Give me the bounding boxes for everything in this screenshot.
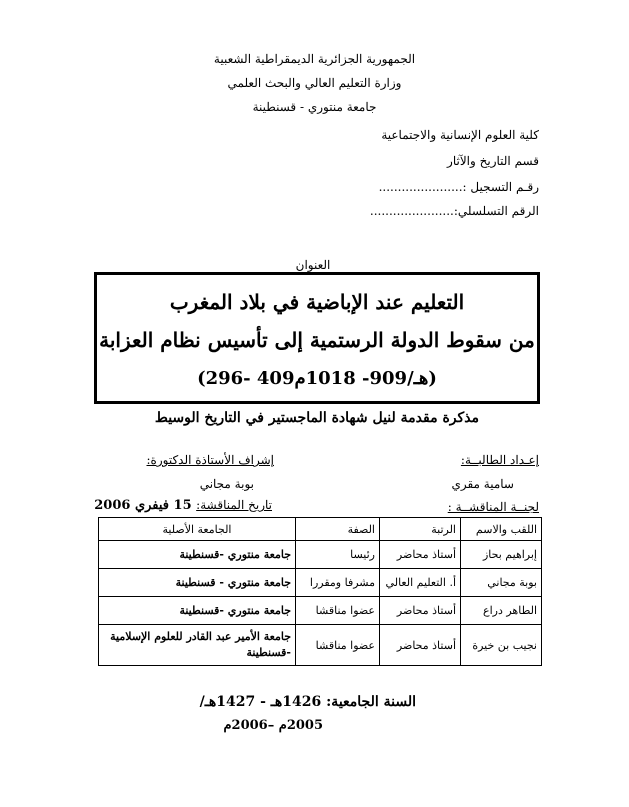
serial-dots: ......................	[369, 204, 454, 218]
title-line-3: (296- 409هـ/909- 1018م)	[197, 368, 437, 389]
title-label: العنوان	[295, 258, 331, 272]
jury-rank: أستاذ محاضر	[380, 597, 461, 625]
jury-university: جامعة منتوري -قسنطينة	[99, 597, 296, 625]
col-name-header: اللقب والاسم	[461, 518, 542, 541]
table-row	[99, 569, 542, 597]
registration-dots: ......................	[378, 180, 463, 194]
col-role-header: الصفة	[296, 518, 380, 541]
jury-rank: أستاذ محاضر	[380, 625, 461, 666]
jury-role: مشرفا ومقررا	[296, 569, 380, 597]
title-line-2: من سقوط الدولة الرستمية إلى تأسيس نظام العزابة	[99, 328, 535, 352]
registration-line	[379, 180, 539, 194]
college-line: كلية العلوم الإنسانية والاجتماعية	[381, 128, 539, 142]
jury-header-row	[99, 518, 542, 541]
jury-name: نجيب بن خيرة	[461, 625, 542, 666]
jury-table	[98, 517, 542, 666]
title-line-1: التعليم عند الإباضية في بلاد المغرب	[169, 290, 465, 314]
ministry-line: وزارة التعليم العالي والبحث العلمي	[227, 76, 402, 90]
student-name: سامية مقري	[451, 477, 514, 491]
memoir-line: مذكرة مقدمة لنيل شهادة الماجستير في التاريخ الوسيط	[154, 410, 480, 426]
committee-label: لجنــة المناقشــة :	[447, 500, 539, 514]
academic-year-line	[200, 694, 416, 710]
jury-name: الطاهر دراع	[461, 597, 542, 625]
prepared-by-label: إعـداد الطالبــة:	[460, 453, 539, 467]
jury-university: جامعة الأمير عبد القادر للعلوم الإسلامية -قسنطينة	[99, 625, 296, 666]
jury-name: بوبة مجاني	[461, 569, 542, 597]
col-rank-header: الرتبة	[380, 518, 461, 541]
academic-year-hijri: 1426هـ - 1427هـ/	[199, 694, 322, 710]
table-row	[99, 625, 542, 666]
discussion-date-line	[94, 498, 272, 513]
academic-year-gregorian: 2005م –2006م	[223, 718, 323, 733]
jury-role: عضوا مناقشا	[296, 625, 380, 666]
jury-name: إبراهيم بحاز	[461, 541, 542, 569]
supervisor-label: إشراف الأستاذة الدكتورة:	[146, 453, 274, 467]
serial-line	[370, 204, 539, 218]
jury-role: رئيسا	[296, 541, 380, 569]
jury-role: عضوا مناقشا	[296, 597, 380, 625]
discussion-date-label: تاريخ المناقشة:	[196, 498, 272, 512]
jury-university: جامعة منتوري -قسنطينة	[99, 541, 296, 569]
table-row	[99, 541, 542, 569]
jury-rank: أ. التعليم العالي	[380, 569, 461, 597]
supervisor-name: بوبة مجاني	[199, 477, 254, 491]
university-line: جامعة منتوري - قسنطينة	[252, 100, 377, 114]
jury-university: جامعة منتوري - قسنطينة	[99, 569, 296, 597]
table-row	[99, 597, 542, 625]
registration-label: رقـم التسجيل :	[462, 180, 539, 194]
jury-rank: أستاذ محاضر	[380, 541, 461, 569]
serial-label: الرقم التسلسلي:	[453, 204, 539, 218]
col-university-header: الجامعة الأصلية	[99, 518, 296, 541]
republic-line: الجمهورية الجزائرية الديمقراطية الشعبية	[213, 52, 416, 66]
academic-year-label: السنة الجامعية:	[326, 694, 416, 710]
discussion-date: 15 فيفري 2006	[94, 498, 192, 513]
department-line: قسم التاريخ والآثار	[447, 154, 539, 168]
